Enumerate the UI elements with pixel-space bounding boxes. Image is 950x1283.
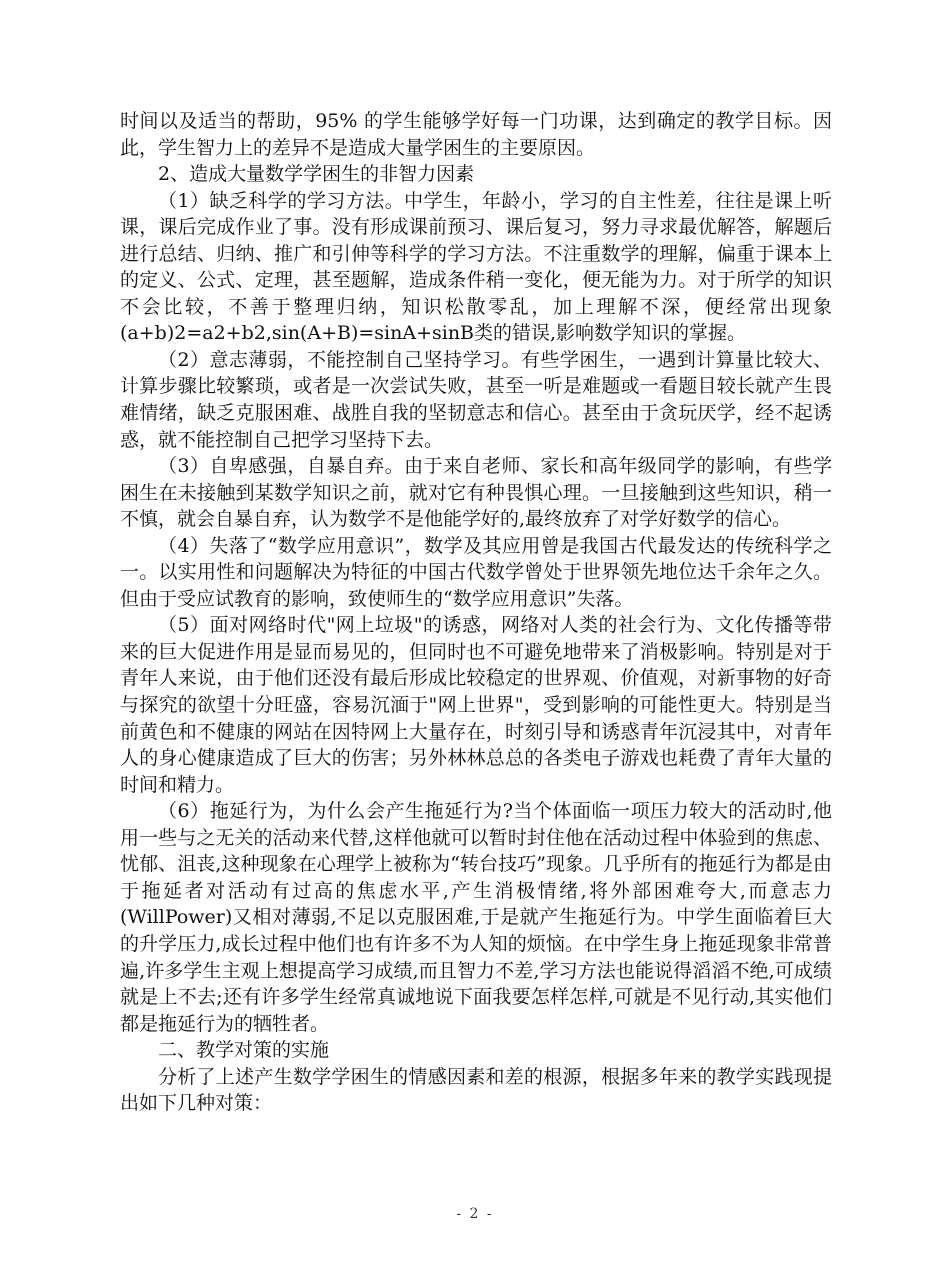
paragraph: （5）面对网络时代"网上垃圾"的诱惑，网络对人类的社会行为、文化传播等带来的巨大促进作用是显而易见的，但同时也不可避免地带来了消极影响。特别是对于青年人来说，由于他们还没有最后形成比较稳定的世界观、价值观，对新事物的好奇与探究的欲望十分旺盛，容易沉湎于"网上世界"，受到影响的可能性更大。特别是当前黄色和不健康的网站在因特网上大量存在，时刻引导和诱惑青年沉浸其中，对青年人的身心健康造成了巨大的伤害；另外林林总总的各类电子游戏也耗费了青年大量的时间和精力。 — [120, 614, 832, 796]
paragraph: 时间以及适当的帮助，95% 的学生能够学好每一门功课，达到确定的教学目标。因此，学生智力上的差异不是造成大量学困生的主要原因。 — [120, 110, 832, 159]
body-text — [120, 108, 832, 1117]
paragraph: （2）意志薄弱，不能控制自己坚持学习。有些学困生，一遇到计算量比较大、计算步骤比较繁琐，或者是一次尝试失败，甚至一听是难题或一看题目较长就产生畏难情绪，缺乏克服困难、战胜自我的坚韧意志和信心。甚至由于贪玩厌学，经不起诱惑，就不能控制自己把学习坚持下去。 — [120, 348, 832, 451]
paragraph: （6）拖延行为，为什么会产生拖延行为?当个体面临一项压力较大的活动时,他用一些与之无关的活动来代替,这样他就可以暂时封住他在活动过程中体验到的焦虑、忧郁、沮丧,这种现象在心理学上被称为“转台技巧”现象。几乎所有的拖延行为都是由于拖延者对活动有过高的焦虑水平,产生消极情绪,将外部困难夸大,而意志力(WillPower)又相对薄弱,不足以克服困难,于是就产生拖延行为。中学生面临着巨大的升学压力,成长过程中他们也有许多不为人知的烦恼。在中学生身上拖延现象非常普遍,许多学生主观上想提高学习成绩,而且智力不差,学习方法也能说得滔滔不绝,可成绩就是上不去;还有许多学生经常真诚地说下面我要怎样怎样,可就是不见行动,其实他们都是拖延行为的牺牲者。 — [120, 800, 832, 1035]
section-heading: 二、教学对策的实施 — [158, 1039, 330, 1062]
section-heading: 2、造成大量数学学困生的非智力因素 — [158, 163, 475, 186]
paragraph: （3）自卑感强，自暴自弃。由于来自老师、家长和高年级同学的影响，有些学困生在未接触到某数学知识之前，就对它有种畏惧心理。一旦接触到这些知识，稍一不慎，就会自暴自弃，认为数学不是他能学好的,最终放弃了对学好数学的信心。 — [120, 455, 832, 531]
paragraph: （1）缺乏科学的学习方法。中学生，年龄小，学习的自主性差，往往是课上听课，课后完成作业了事。没有形成课前预习、课后复习，努力寻求最优解答，解题后进行总结、归纳、推广和引伸等科学的学习方法。不注重数学的理解，偏重于课本上的定义、公式、定理，甚至题解，造成条件稍一变化，便无能为力。对于所学的知识不会比较，不善于整理归纳，知识松散零乱，加上理解不深，便经常出现象(a+b)2=a2+b2,sin(A+B)=sinA+sinB类的错误,影响数学知识的掌握。 — [120, 189, 832, 345]
paragraph: （4）失落了“数学应用意识”，数学及其应用曾是我国古代最发达的传统科学之一。以实用性和问题解决为特征的中国古代数学曾处于世界领先地位达千余年之久。但由于受应试教育的影响，致使师生的“数学应用意识”失落。 — [120, 534, 832, 610]
page-number: - 2 - — [456, 1206, 494, 1222]
paragraph: 分析了上述产生数学学困生的情感因素和差的根源，根据多年来的教学实践现提出如下几种对策： — [120, 1065, 832, 1115]
